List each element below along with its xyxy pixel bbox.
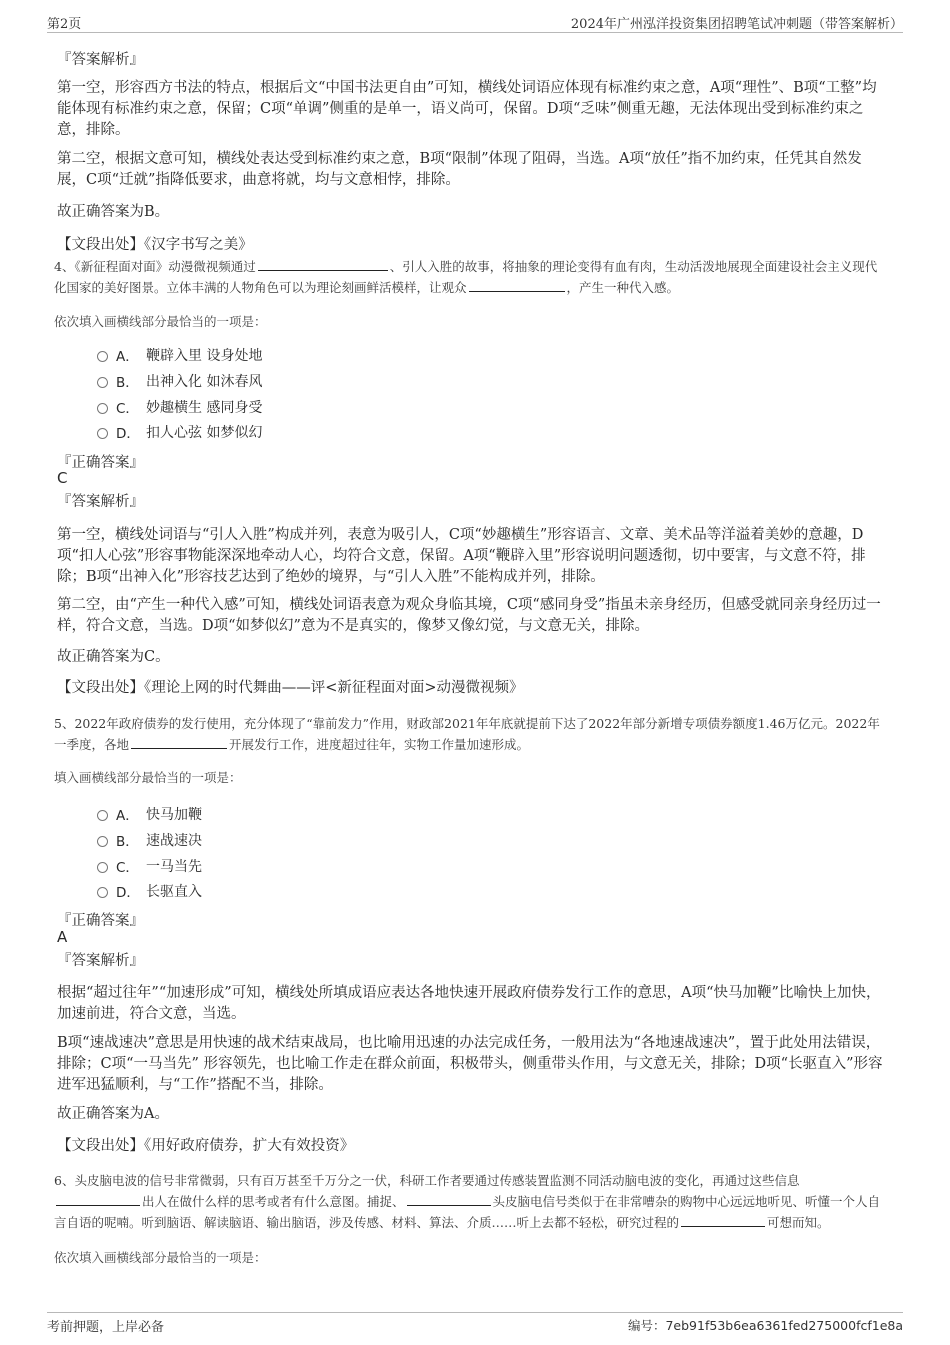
option-a[interactable]: A． 快马加鞭 bbox=[97, 804, 202, 824]
page-footer bbox=[47, 1312, 903, 1335]
q3-source bbox=[57, 235, 885, 256]
answer-blank bbox=[131, 736, 227, 749]
radio-icon[interactable] bbox=[97, 428, 108, 439]
correct-answer: C bbox=[57, 469, 68, 487]
analysis-heading: 『答案解析』 bbox=[57, 953, 144, 969]
radio-icon[interactable] bbox=[97, 862, 108, 873]
footer-slogan: 考前押题，上岸必备 bbox=[47, 1320, 165, 1335]
option-a[interactable]: A． 鞭辟入里 设身处地 bbox=[97, 345, 262, 365]
correct-answer-heading: 『正确答案』 bbox=[57, 455, 144, 471]
q5-stem: 5、2022年政府债券的发行使用，充分体现了“靠前发力”作用，财政部2021年年底就提前下达了2022年部分新增专项债券额度1.46万亿元。2022年一季度，各地 开展发行工作，进度超过往年，实物工作量加速形成。 bbox=[54, 716, 880, 752]
option-d[interactable]: D． 扣人心弦 如梦似幻 bbox=[97, 422, 262, 442]
radio-icon[interactable] bbox=[97, 810, 108, 821]
q4-analysis-p2: 第二空，由“产生一种代入感”可知，横线处词语表意为观众身临其境，C项“感同身受”指虽未亲身经历，但感受就同亲身经历过一样，符合文意，当选。D项“如梦似幻”意为不是真实的，像梦又像幻觉，与文意无关，排除。 bbox=[57, 597, 881, 634]
document-code: 编号：7eb91f53b6ea6361fed275000fcf1e8a bbox=[627, 1318, 903, 1333]
answer-blank bbox=[681, 1214, 765, 1227]
answer-blank bbox=[469, 279, 565, 292]
q6-instruction: 依次填入画横线部分最恰当的一项是： bbox=[54, 1250, 267, 1265]
page-header bbox=[47, 10, 903, 33]
q3-analysis-p2: 第二空，根据文意可知，横线处表达受到标准约束之意，B项“限制”体现了阻碍，当选。A项“放任”指不加约束，任凭其自然发展，C项“迁就”指降低要求，曲意将就，均与文意相悖，排除。 bbox=[57, 151, 862, 188]
q5-instruction: 填入画横线部分最恰当的一项是： bbox=[54, 770, 242, 785]
source-title: 《理论上网的时代舞曲——评<新征程面对面>动漫微视频》 bbox=[144, 680, 524, 696]
q6-stem: 6、头皮脑电波的信号非常微弱，只有百万甚至千万分之一伏，科研工作者要通过传感装置监测不同活动脑电波的变化，再通过这些信息出人在做什么样的思考或者有什么意图。捕捉、 头皮脑电信号类似于在非常嘈杂的购物中心远远地听见、听懂一个人自言自语的呢喃。听到脑语、解读脑语、输出脑语，涉及传感、材料、算法、介质……听上去都不轻松，研究过程的 可想而知。 bbox=[54, 1173, 881, 1230]
correct-answer-heading: 『正确答案』 bbox=[57, 913, 144, 929]
radio-icon[interactable] bbox=[97, 887, 108, 898]
correct-answer: A bbox=[57, 928, 68, 946]
source-label: 【文段出处】 bbox=[57, 237, 144, 253]
option-d[interactable]: D． 长驱直入 bbox=[97, 881, 202, 901]
radio-icon[interactable] bbox=[97, 351, 108, 362]
source-title: 《汉字书写之美》 bbox=[144, 237, 253, 253]
source-label: 【文段出处】 bbox=[57, 680, 144, 696]
q4-source bbox=[57, 678, 885, 699]
radio-icon[interactable] bbox=[97, 836, 108, 847]
q4-conclusion: 故正确答案为C。 bbox=[57, 649, 170, 665]
document-title: 2024年广州泓洋投资集团招聘笔试冲刺题（带答案解析） bbox=[570, 17, 903, 32]
q4-instruction: 依次填入画横线部分最恰当的一项是： bbox=[54, 314, 267, 329]
source-label: 【文段出处】 bbox=[57, 1138, 144, 1154]
q5-analysis-p1: 根据“超过往年”“加速形成”可知，横线处所填成语应表达各地快速开展政府债券发行工作的意思，A项“快马加鞭”比喻快上加快，加速前进，符合文意，当选。 bbox=[57, 985, 881, 1022]
q3-analysis-p1: 第一空，形容西方书法的特点，根据后文“中国书法更自由”可知，横线处词语应体现有标准约束之意，A项“理性”、B项“工整”均能体现有标准约束之意，保留；C项“单调”侧重的是单一，语义尚可，保留。D项“乏味”侧重无趣，无法体现出受到标准约束之意，排除。 bbox=[57, 80, 877, 138]
answer-blank bbox=[407, 1193, 491, 1206]
q4-analysis-p1: 第一空，横线处词语与“引人入胜”构成并列，表意为吸引人，C项“妙趣横生”形容语言、文章、美术品等洋溢着美妙的意趣，D项“扣人心弦”形容事物能深深地牵动人心，均符合文意，保留。A项“鞭辟入里”形容说明问题透彻，切中要害，与文意不符，排除；B项“出神入化”形容技艺达到了绝妙的境界，与“引人入胜”不能构成并列，排除。 bbox=[57, 527, 866, 585]
page-number: 第2页 bbox=[47, 17, 82, 32]
radio-icon[interactable] bbox=[97, 403, 108, 414]
option-c[interactable]: C． 妙趣横生 感同身受 bbox=[97, 397, 262, 417]
source-title: 《用好政府债券，扩大有效投资》 bbox=[144, 1138, 355, 1154]
q5-source bbox=[57, 1136, 885, 1157]
analysis-heading: 『答案解析』 bbox=[57, 52, 144, 68]
analysis-heading: 『答案解析』 bbox=[57, 494, 144, 510]
q3-conclusion: 故正确答案为B。 bbox=[57, 204, 170, 220]
radio-icon[interactable] bbox=[97, 377, 108, 388]
answer-blank bbox=[258, 258, 388, 271]
q5-analysis-p2: B项“速战速决”意思是用快速的战术结束战局，也比喻用迅速的办法完成任务，一般用法为“各地速战速决”，置于此处用法错误，排除；C项“一马当先” 形容领先，也比喻工作走在群众前面，积极带头，侧重带头作用，与文意无关，排除；D项“长驱直入”形容进军迅猛顺利，与“工作”搭配不当，排除。 bbox=[57, 1035, 883, 1093]
option-c[interactable]: C． 一马当先 bbox=[97, 856, 202, 876]
answer-blank bbox=[56, 1193, 140, 1206]
q4-stem: 4、《新征程面对面》动漫微视频通过 、引人入胜的故事，将抽象的理论变得有血有肉，生动活泼地展现全面建设社会主义现代化国家的美好图景。立体丰满的人物角色可以为理论刻画鲜活模样，让观众 ，产生一种代入感。 bbox=[54, 259, 878, 295]
q5-conclusion: 故正确答案为A。 bbox=[57, 1106, 169, 1122]
option-b[interactable]: B． 速战速决 bbox=[97, 830, 202, 850]
option-b[interactable]: B． 出神入化 如沐春风 bbox=[97, 371, 262, 391]
